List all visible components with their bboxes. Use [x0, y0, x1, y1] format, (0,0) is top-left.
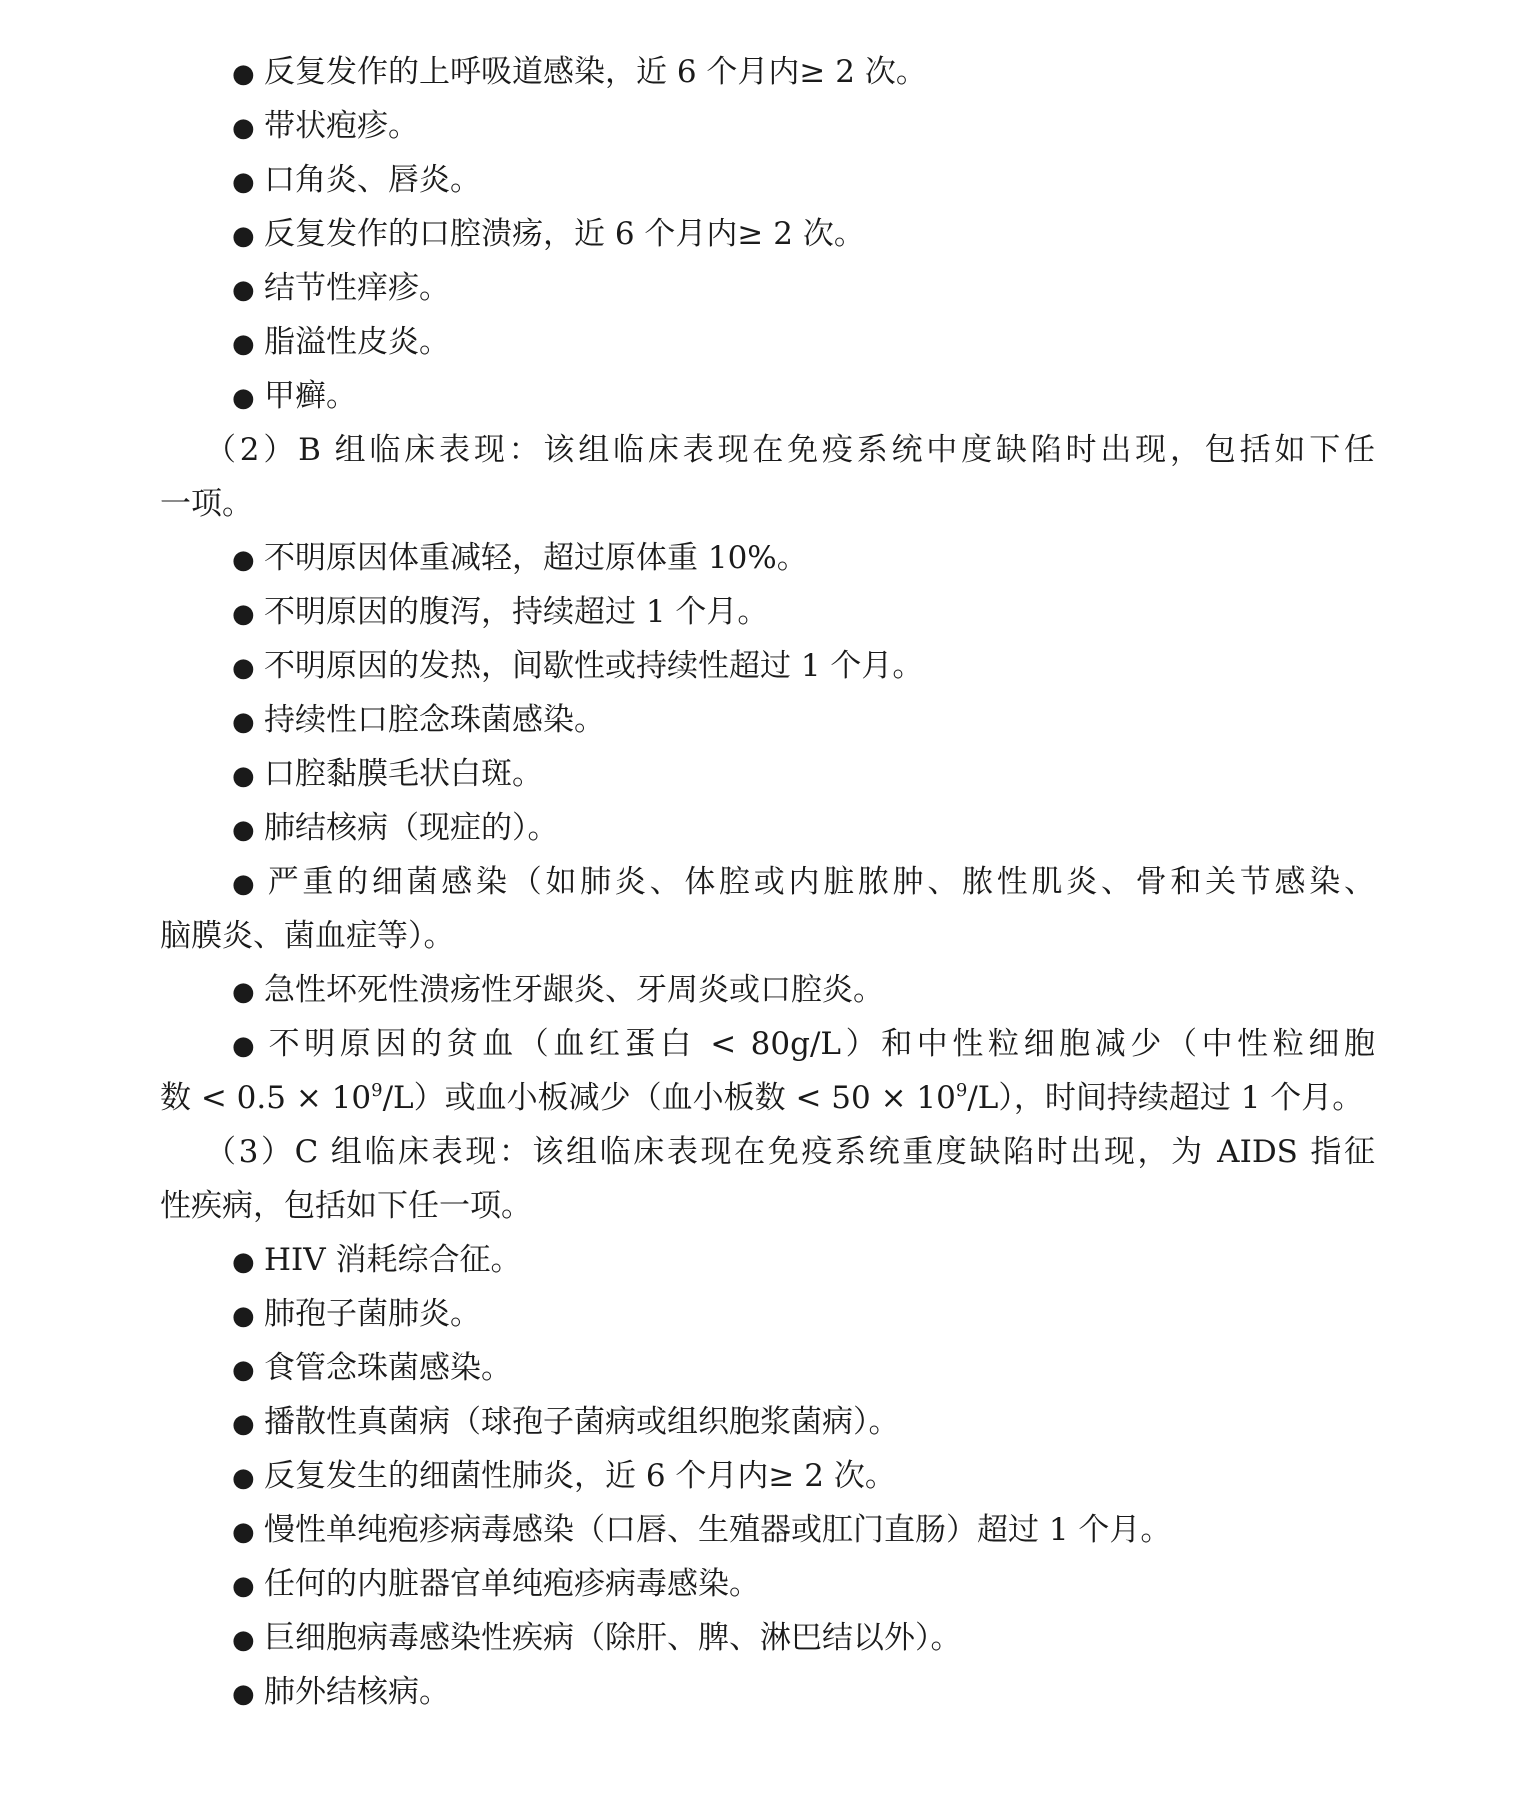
bullet-icon: ● — [232, 815, 255, 845]
bullet-icon: ● — [232, 869, 255, 899]
list-item: ● 慢性单纯疱疹病毒感染（口唇、生殖器或肛门直肠）超过 1 个月。 — [232, 1510, 1171, 1552]
bullet-icon: ● — [232, 977, 255, 1007]
bullet-icon: ● — [232, 1463, 255, 1493]
list-item: ● 不明原因的贫血（血红蛋白 < 80g/L）和中性粒细胞减少（中性粒细胞 — [232, 1024, 1375, 1066]
list-item: ● 不明原因的腹泻，持续超过 1 个月。 — [232, 592, 768, 634]
list-item: ● 带状疱疹。 — [232, 106, 419, 148]
bullet-icon: ● — [232, 761, 255, 791]
list-item: ● 口腔黏膜毛状白斑。 — [232, 754, 543, 796]
list-item: ● 严重的细菌感染（如肺炎、体腔或内脏脓肿、脓性肌炎、骨和关节感染、 — [232, 862, 1375, 904]
bullet-icon: ● — [232, 1625, 255, 1655]
bullet-icon: ● — [232, 221, 255, 251]
list-item: ● 任何的内脏器官单纯疱疹病毒感染。 — [232, 1564, 760, 1606]
list-item: ● 持续性口腔念珠菌感染。 — [232, 700, 605, 742]
list-item: ● 不明原因的发热，间歇性或持续性超过 1 个月。 — [232, 646, 923, 688]
bullet-icon: ● — [232, 1409, 255, 1439]
bullet-icon: ● — [232, 1679, 255, 1709]
list-item-cont: 数 < $0.5 \times 10^9/L$）或血小板减少（血小板数 < $50 \times 10^9/L$），时间持续超过 1 个月。 — [160, 1080, 1364, 1116]
paragraph-c-heading: （3）C 组临床表现：该组临床表现在免疫系统重度缺陷时出现，为 AIDS 指征 — [205, 1134, 1375, 1170]
bullet-icon: ● — [232, 599, 255, 629]
superscript: 9 — [371, 1080, 383, 1101]
paragraph-b-heading: （2）B 组临床表现：该组临床表现在免疫系统中度缺陷时出现，包括如下任 — [205, 432, 1375, 468]
list-item: ● 肺结核病（现症的）。 — [232, 808, 559, 850]
bullet-icon: ● — [232, 1031, 255, 1061]
list-item: ● 肺孢子菌肺炎。 — [232, 1294, 481, 1336]
paragraph-c-heading-cont: 性疾病，包括如下任一项。 — [160, 1188, 532, 1224]
bullet-icon: ● — [232, 167, 255, 197]
bullet-icon: ● — [232, 329, 255, 359]
bullet-icon: ● — [232, 1301, 255, 1331]
list-item: ● 急性坏死性溃疡性牙龈炎、牙周炎或口腔炎。 — [232, 970, 884, 1012]
list-item: ● 肺外结核病。 — [232, 1672, 450, 1714]
bullet-icon: ● — [232, 545, 255, 575]
bullet-icon: ● — [232, 653, 255, 683]
bullet-icon: ● — [232, 1247, 255, 1277]
list-item: ● 反复发作的上呼吸道感染，近 6 个月内≥ 2 次。 — [232, 52, 927, 94]
bullet-icon: ● — [232, 1571, 255, 1601]
list-item: ● 反复发作的口腔溃疡，近 6 个月内≥ 2 次。 — [232, 214, 865, 256]
list-item: ● 反复发生的细菌性肺炎，近 6 个月内≥ 2 次。 — [232, 1456, 896, 1498]
bullet-icon: ● — [232, 383, 255, 413]
list-item-cont: 脑膜炎、菌血症等）。 — [160, 918, 455, 954]
list-item: ● 甲癣。 — [232, 376, 357, 418]
bullet-icon: ● — [232, 707, 255, 737]
list-item: ● 不明原因体重减轻，超过原体重 10%。 — [232, 538, 808, 580]
list-item: ● 食管念珠菌感染。 — [232, 1348, 512, 1390]
list-item: ● 脂溢性皮炎。 — [232, 322, 450, 364]
bullet-icon: ● — [232, 113, 255, 143]
bullet-icon: ● — [232, 59, 255, 89]
bullet-icon: ● — [232, 275, 255, 305]
bullet-icon: ● — [232, 1517, 255, 1547]
list-item: ● 巨细胞病毒感染性疾病（除肝、脾、淋巴结以外）。 — [232, 1618, 962, 1660]
bullet-icon: ● — [232, 1355, 255, 1385]
paragraph-b-heading-cont: 一项。 — [160, 486, 253, 522]
list-item: ● 结节性痒疹。 — [232, 268, 450, 310]
list-item: ● 口角炎、唇炎。 — [232, 160, 481, 202]
superscript: 9 — [955, 1080, 968, 1101]
list-item: ● 播散性真菌病（球孢子菌病或组织胞浆菌病）。 — [232, 1402, 900, 1444]
list-item: ● HIV 消耗综合征。 — [232, 1240, 522, 1282]
